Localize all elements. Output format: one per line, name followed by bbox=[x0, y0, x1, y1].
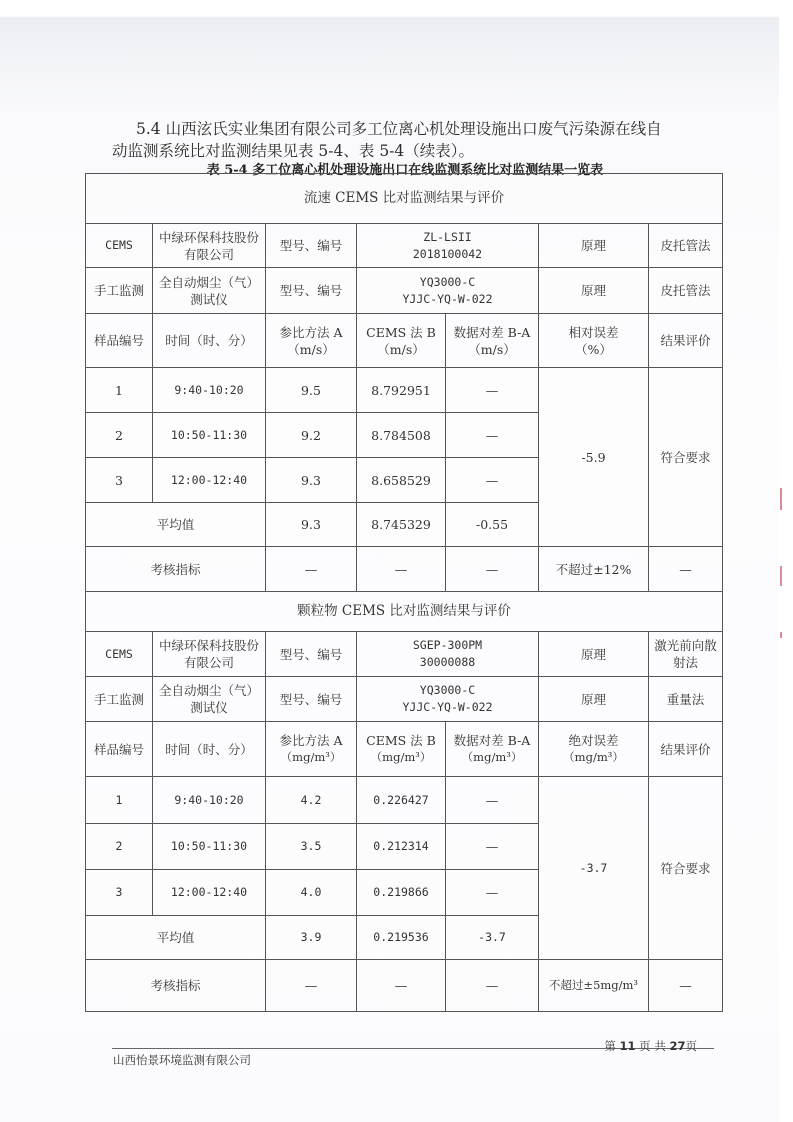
sample-no: 3 bbox=[86, 870, 153, 916]
page-suffix: 页 bbox=[685, 1039, 697, 1053]
intro-line-1: 5.4 山西泫氏实业集团有限公司多工位离心机处理设施出口废气污染源在线自 bbox=[136, 120, 662, 138]
diff-value: — bbox=[446, 368, 539, 413]
diff-value: — bbox=[446, 777, 539, 824]
absolute-error-value: -3.7 bbox=[539, 777, 649, 960]
header-error-label: 绝对误差 bbox=[568, 733, 619, 748]
principle-value: 皮托管法 bbox=[649, 268, 723, 314]
header-cems-b-unit: （m/s） bbox=[377, 341, 425, 357]
sample-no: 1 bbox=[86, 368, 153, 413]
footer-company: 山西怡景环境监测有限公司 bbox=[113, 1053, 251, 1067]
manual-label: 手工监测 bbox=[86, 677, 153, 722]
page-mid: 页 共 bbox=[639, 1039, 666, 1053]
particulate-manual-row bbox=[86, 677, 723, 722]
cems-model bbox=[357, 224, 539, 268]
criteria-result: — bbox=[649, 960, 723, 1012]
model-line-1: ZL-LSII bbox=[423, 229, 472, 244]
model-line-2: YJJC-YQ-W-022 bbox=[402, 291, 493, 306]
sample-time: 9:40-10:20 bbox=[153, 368, 266, 413]
header-diff-unit: （mg/m³） bbox=[461, 750, 523, 764]
header-error-unit: （%） bbox=[575, 341, 612, 357]
manual-model bbox=[357, 677, 539, 722]
average-diff: -3.7 bbox=[446, 916, 539, 960]
header-cems-b bbox=[357, 314, 446, 368]
header-result: 结果评价 bbox=[649, 722, 723, 777]
page-prefix: 第 bbox=[604, 1039, 616, 1053]
criteria-b: — bbox=[357, 547, 446, 592]
stamp-edge-mark bbox=[780, 488, 782, 510]
cems-b-value: 8.784508 bbox=[357, 413, 446, 458]
average-diff: -0.55 bbox=[446, 503, 539, 547]
principle-label: 原理 bbox=[539, 677, 649, 722]
principle-value: 激光前向散射法 bbox=[649, 632, 723, 677]
diff-value: — bbox=[446, 458, 539, 503]
footer-page-number bbox=[604, 1038, 697, 1054]
intro-paragraph bbox=[112, 118, 712, 162]
header-cems-b-label: CEMS 法 B bbox=[366, 733, 436, 748]
result-evaluation: 符合要求 bbox=[649, 368, 723, 547]
model-line-1: YQ3000-C bbox=[419, 274, 476, 289]
sample-time: 12:00-12:40 bbox=[153, 458, 266, 503]
cems-label: CEMS bbox=[86, 632, 153, 677]
header-sample-no: 样品编号 bbox=[86, 722, 153, 777]
diff-value: — bbox=[446, 870, 539, 916]
flow-section-title: 流速 CEMS 比对监测结果与评价 bbox=[86, 174, 723, 224]
ref-a-value: 9.2 bbox=[266, 413, 357, 458]
model-label: 型号、编号 bbox=[266, 677, 357, 722]
ref-a-value: 9.5 bbox=[266, 368, 357, 413]
criteria-b: — bbox=[357, 960, 446, 1012]
results-table bbox=[85, 173, 723, 1012]
sample-no: 3 bbox=[86, 458, 153, 503]
stamp-edge-mark bbox=[780, 632, 782, 638]
sample-no: 2 bbox=[86, 824, 153, 870]
model-line-2: YJJC-YQ-W-022 bbox=[402, 700, 493, 714]
model-line-2: 30000088 bbox=[419, 655, 476, 669]
average-b: 8.745329 bbox=[357, 503, 446, 547]
criteria-error: 不超过±5mg/m³ bbox=[539, 960, 649, 1012]
manual-maker: 全自动烟尘（气）测试仪 bbox=[153, 268, 266, 314]
particulate-section-header-row bbox=[86, 592, 723, 632]
manual-label: 手工监测 bbox=[86, 268, 153, 314]
header-diff bbox=[446, 314, 539, 368]
result-evaluation: 符合要求 bbox=[649, 777, 723, 960]
criteria-row bbox=[86, 547, 723, 592]
principle-value: 皮托管法 bbox=[649, 224, 723, 268]
header-cems-b-unit: （mg/m³） bbox=[370, 750, 432, 764]
average-label: 平均值 bbox=[86, 503, 266, 547]
cems-b-value: 8.658529 bbox=[357, 458, 446, 503]
manual-maker: 全自动烟尘（气）测试仪 bbox=[153, 677, 266, 722]
page-total: 27 bbox=[669, 1039, 686, 1053]
cems-b-value: 0.226427 bbox=[357, 777, 446, 824]
average-a: 9.3 bbox=[266, 503, 357, 547]
diff-value: — bbox=[446, 413, 539, 458]
header-time: 时间（时、分） bbox=[153, 314, 266, 368]
table-row bbox=[86, 368, 723, 413]
header-ref-a bbox=[266, 722, 357, 777]
criteria-diff: — bbox=[446, 960, 539, 1012]
table-caption: 表 5-4 多工位离心机处理设施出口在线监测系统比对监测结果一览表 bbox=[206, 163, 604, 178]
model-label: 型号、编号 bbox=[266, 632, 357, 677]
particulate-cems-row bbox=[86, 632, 723, 677]
manual-model bbox=[357, 268, 539, 314]
model-line-1: YQ3000-C bbox=[419, 683, 476, 697]
header-error-label: 相对误差 bbox=[568, 324, 619, 340]
header-diff-label: 数据对差 B-A bbox=[453, 733, 531, 748]
average-b: 0.219536 bbox=[357, 916, 446, 960]
cems-b-value: 0.219866 bbox=[357, 870, 446, 916]
header-ref-a bbox=[266, 314, 357, 368]
criteria-error: 不超过±12% bbox=[539, 547, 649, 592]
sample-time: 12:00-12:40 bbox=[153, 870, 266, 916]
header-cems-b bbox=[357, 722, 446, 777]
flow-column-header-row bbox=[86, 314, 723, 368]
sample-time: 10:50-11:30 bbox=[153, 824, 266, 870]
criteria-row bbox=[86, 960, 723, 1012]
particulate-column-header-row bbox=[86, 722, 723, 777]
cems-b-value: 0.212314 bbox=[357, 824, 446, 870]
header-diff-unit: （m/s） bbox=[468, 341, 516, 357]
average-label: 平均值 bbox=[86, 916, 266, 960]
sample-no: 2 bbox=[86, 413, 153, 458]
criteria-a: — bbox=[266, 960, 357, 1012]
header-ref-a-label: 参比方法 A bbox=[279, 733, 343, 748]
principle-label: 原理 bbox=[539, 632, 649, 677]
cems-model bbox=[357, 632, 539, 677]
header-cems-b-label: CEMS 法 B bbox=[366, 324, 436, 340]
cems-maker: 中绿环保科技股份有限公司 bbox=[153, 632, 266, 677]
header-diff-label: 数据对差 B-A bbox=[453, 324, 531, 340]
ref-a-value: 3.5 bbox=[266, 824, 357, 870]
diff-value: — bbox=[446, 824, 539, 870]
principle-value: 重量法 bbox=[649, 677, 723, 722]
header-time: 时间（时、分） bbox=[153, 722, 266, 777]
model-label: 型号、编号 bbox=[266, 224, 357, 268]
flow-manual-row bbox=[86, 268, 723, 314]
relative-error-value: -5.9 bbox=[539, 368, 649, 547]
criteria-a: — bbox=[266, 547, 357, 592]
header-ref-a-unit: （m/s） bbox=[287, 341, 335, 357]
criteria-result: — bbox=[649, 547, 723, 592]
header-ref-a-unit: （mg/m³） bbox=[280, 750, 342, 764]
cems-maker: 中绿环保科技股份有限公司 bbox=[153, 224, 266, 268]
header-error-unit: （mg/m³） bbox=[563, 750, 624, 764]
header-error bbox=[539, 722, 649, 777]
sample-time: 10:50-11:30 bbox=[153, 413, 266, 458]
sample-no: 1 bbox=[86, 777, 153, 824]
stamp-edge-mark bbox=[780, 566, 782, 586]
page-current: 11 bbox=[619, 1039, 636, 1053]
header-ref-a-label: 参比方法 A bbox=[279, 324, 343, 340]
principle-label: 原理 bbox=[539, 224, 649, 268]
cems-b-value: 8.792951 bbox=[357, 368, 446, 413]
ref-a-value: 9.3 bbox=[266, 458, 357, 503]
sample-time: 9:40-10:20 bbox=[153, 777, 266, 824]
header-sample-no: 样品编号 bbox=[86, 314, 153, 368]
criteria-label: 考核指标 bbox=[86, 547, 266, 592]
criteria-diff: — bbox=[446, 547, 539, 592]
header-diff bbox=[446, 722, 539, 777]
flow-section-header-row bbox=[86, 174, 723, 224]
criteria-label: 考核指标 bbox=[86, 960, 266, 1012]
table-row bbox=[86, 777, 723, 824]
model-line-2: 2018100042 bbox=[412, 246, 483, 261]
ref-a-value: 4.2 bbox=[266, 777, 357, 824]
flow-cems-row bbox=[86, 224, 723, 268]
cems-label: CEMS bbox=[86, 224, 153, 268]
header-error bbox=[539, 314, 649, 368]
average-a: 3.9 bbox=[266, 916, 357, 960]
model-line-1: SGEP-300PM bbox=[412, 638, 483, 652]
intro-line-2: 动监测系统比对监测结果见表 5-4、表 5-4（续表）。 bbox=[112, 142, 475, 160]
ref-a-value: 4.0 bbox=[266, 870, 357, 916]
model-label: 型号、编号 bbox=[266, 268, 357, 314]
particulate-section-title: 颗粒物 CEMS 比对监测结果与评价 bbox=[86, 592, 723, 632]
header-result: 结果评价 bbox=[649, 314, 723, 368]
principle-label: 原理 bbox=[539, 268, 649, 314]
